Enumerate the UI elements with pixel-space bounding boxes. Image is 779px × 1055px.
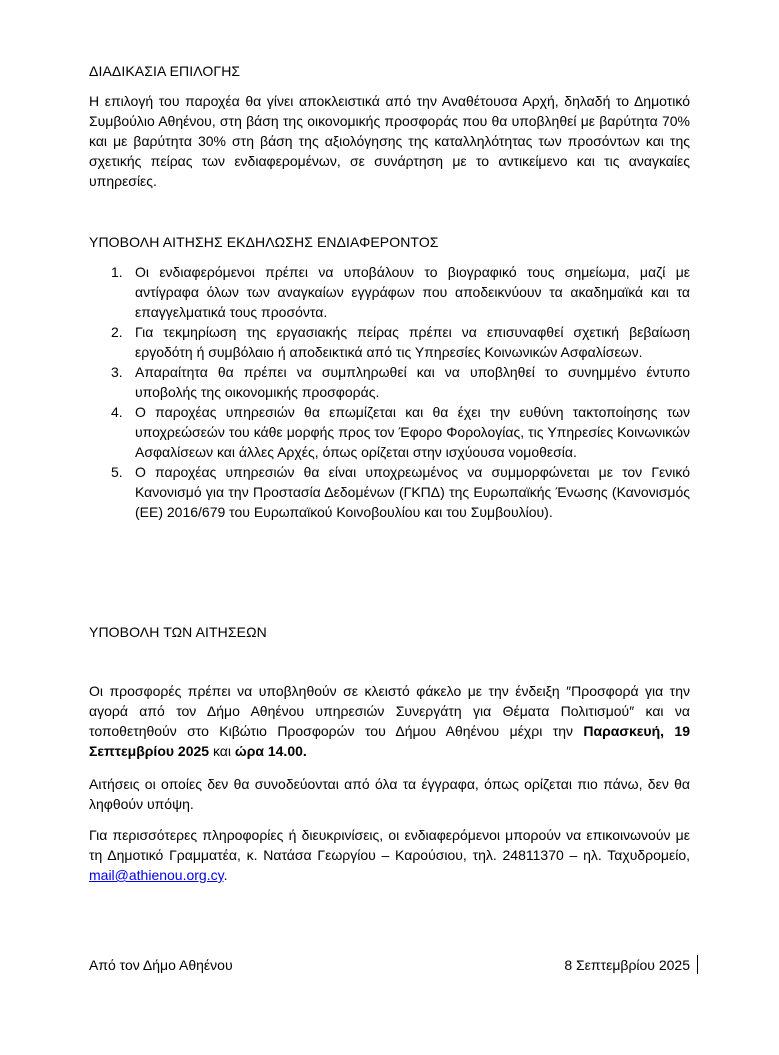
email-link[interactable]: mail@athienou.org.cy <box>89 867 224 883</box>
contact-text: Για περισσότερες πληροφορίες ή διευκρινίσεις, οι ενδιαφερόμενοι μπορούν να επικοινωνούν με τη Δημοτικό Γραμματέα, κ. Νατάσα Γεωργίου – Καρούσιου, τηλ. 24811370 – ηλ. Ταχυδρομείο, <box>89 827 690 863</box>
footer-date: 8 Σεπτεμβρίου 2025 <box>564 957 690 973</box>
contact-paragraph <box>89 825 690 885</box>
incomplete-applications-note: Αιτήσεις οι οποίες δεν θα συνοδεύονται από όλα τα έγγραφα, όπως ορίζεται πιο πάνω, δεν θα ληφθούν υπόψη. <box>89 776 690 812</box>
deadline-connector: και <box>209 743 235 759</box>
list-item-text: Ο παροχέας υπηρεσιών θα επωμίζεται και θα έχει την ευθύνη τακτοποίησης των υποχρεώσεών του κάθε μορφής προς τον Έφορο Φορολογίας, τις Υπηρεσίες Κοινωνικών Ασφαλίσεων και άλλες Αρχές, όπως ορίζεται στην ισχύουσα νομοθεσία. <box>135 404 690 460</box>
list-item-number: 1. <box>111 264 123 280</box>
footer-issuer: Από τον Δήμο Αθηένου <box>89 957 233 973</box>
list-item <box>89 262 690 322</box>
requirements-list <box>89 262 690 522</box>
deadline-time: ώρα 14.00. <box>234 743 307 759</box>
list-item-number: 4. <box>111 404 123 420</box>
list-item-number: 5. <box>111 464 123 480</box>
submission-text: Οι προσφορές πρέπει να υποβληθούν σε κλειστό φάκελο με την ένδειξη ″Προσφορά για την αγορά από τον Δήμο Αθηένου υπηρεσιών Συνεργάτη για Θέματα Πολιτισμού″ και να τοποθετηθούν στο Κιβώτιο Προσφορών του Δήμου Αθηένου μέχρι την <box>89 683 690 739</box>
list-item <box>89 402 690 462</box>
list-item-text: Απαραίτητα θα πρέπει να συμπληρωθεί και να υποβληθεί το συνημμένο έντυπο υποβολής της οικονομικής προσφοράς. <box>135 364 690 400</box>
submission-paragraph <box>89 681 690 761</box>
list-item <box>89 362 690 402</box>
contact-suffix: . <box>223 867 228 883</box>
list-item-text: Οι ενδιαφερόμενοι πρέπει να υποβάλουν το βιογραφικό τους σημείωμα, μαζί με αντίγραφα όλων των αναγκαίων εγγράφων που αποδεικνύουν τα ακαδημαϊκά και τα επαγγελματικά τους προσόντα. <box>135 264 690 320</box>
selection-paragraph: Η επιλογή του παροχέα θα γίνει αποκλειστικά από την Αναθέτουσα Αρχή, δηλαδή το Δημοτικό Συμβούλιο Αθηένου, στη βάση της οικονομικής προσφοράς που θα υποβληθεί με βαρύτητα 70% και με βαρύτητα 30% στη βάση της αξιολόγησης της καταλληλότητας των προσόντων και της σχετικής πείρας των ενδιαφερομένων, σε συνάρτηση με το αντικείμενο και τις αναγκαίες υπηρεσίες. <box>89 93 690 189</box>
list-item-text: Για τεκμηρίωση της εργασιακής πείρας πρέπει να επισυναφθεί σχετική βεβαίωση εργοδότη ή συμβόλαιο ή αποδεικτικά από τις Υπηρεσίες Κοινωνικών Ασφαλίσεων. <box>135 324 690 360</box>
deadline-date: Παρασκευή, 19 Σεπτεμβρίου 2025 <box>89 723 690 759</box>
list-item <box>89 462 690 522</box>
list-item-number: 3. <box>111 364 123 380</box>
list-item <box>89 322 690 362</box>
selection-heading: ΔΙΑΔΙΚΑΣΙΑ ΕΠΙΛΟΓΗΣ <box>89 63 241 79</box>
text-cursor <box>697 955 698 974</box>
submission-heading: ΥΠΟΒΟΛΗ ΤΩΝ ΑΙΤΗΣΕΩΝ <box>89 624 267 640</box>
list-item-text: Ο παροχέας υπηρεσιών θα είναι υποχρεωμένος να συμμορφώνεται με τον Γενικό Κανονισμό για την Προστασία Δεδομένων (ΓΚΠΔ) της Ευρωπαϊκής Ένωσης (Κανονισμός (ΕΕ) 2016/679 του Ευρωπαϊκού Κοινοβουλίου και του Συμβουλίου). <box>135 464 690 520</box>
list-item-number: 2. <box>111 324 123 340</box>
interest-heading: ΥΠΟΒΟΛΗ ΑΙΤΗΣΗΣ ΕΚΔΗΛΩΣΗΣ ΕΝΔΙΑΦΕΡΟΝΤΟΣ <box>89 234 439 250</box>
